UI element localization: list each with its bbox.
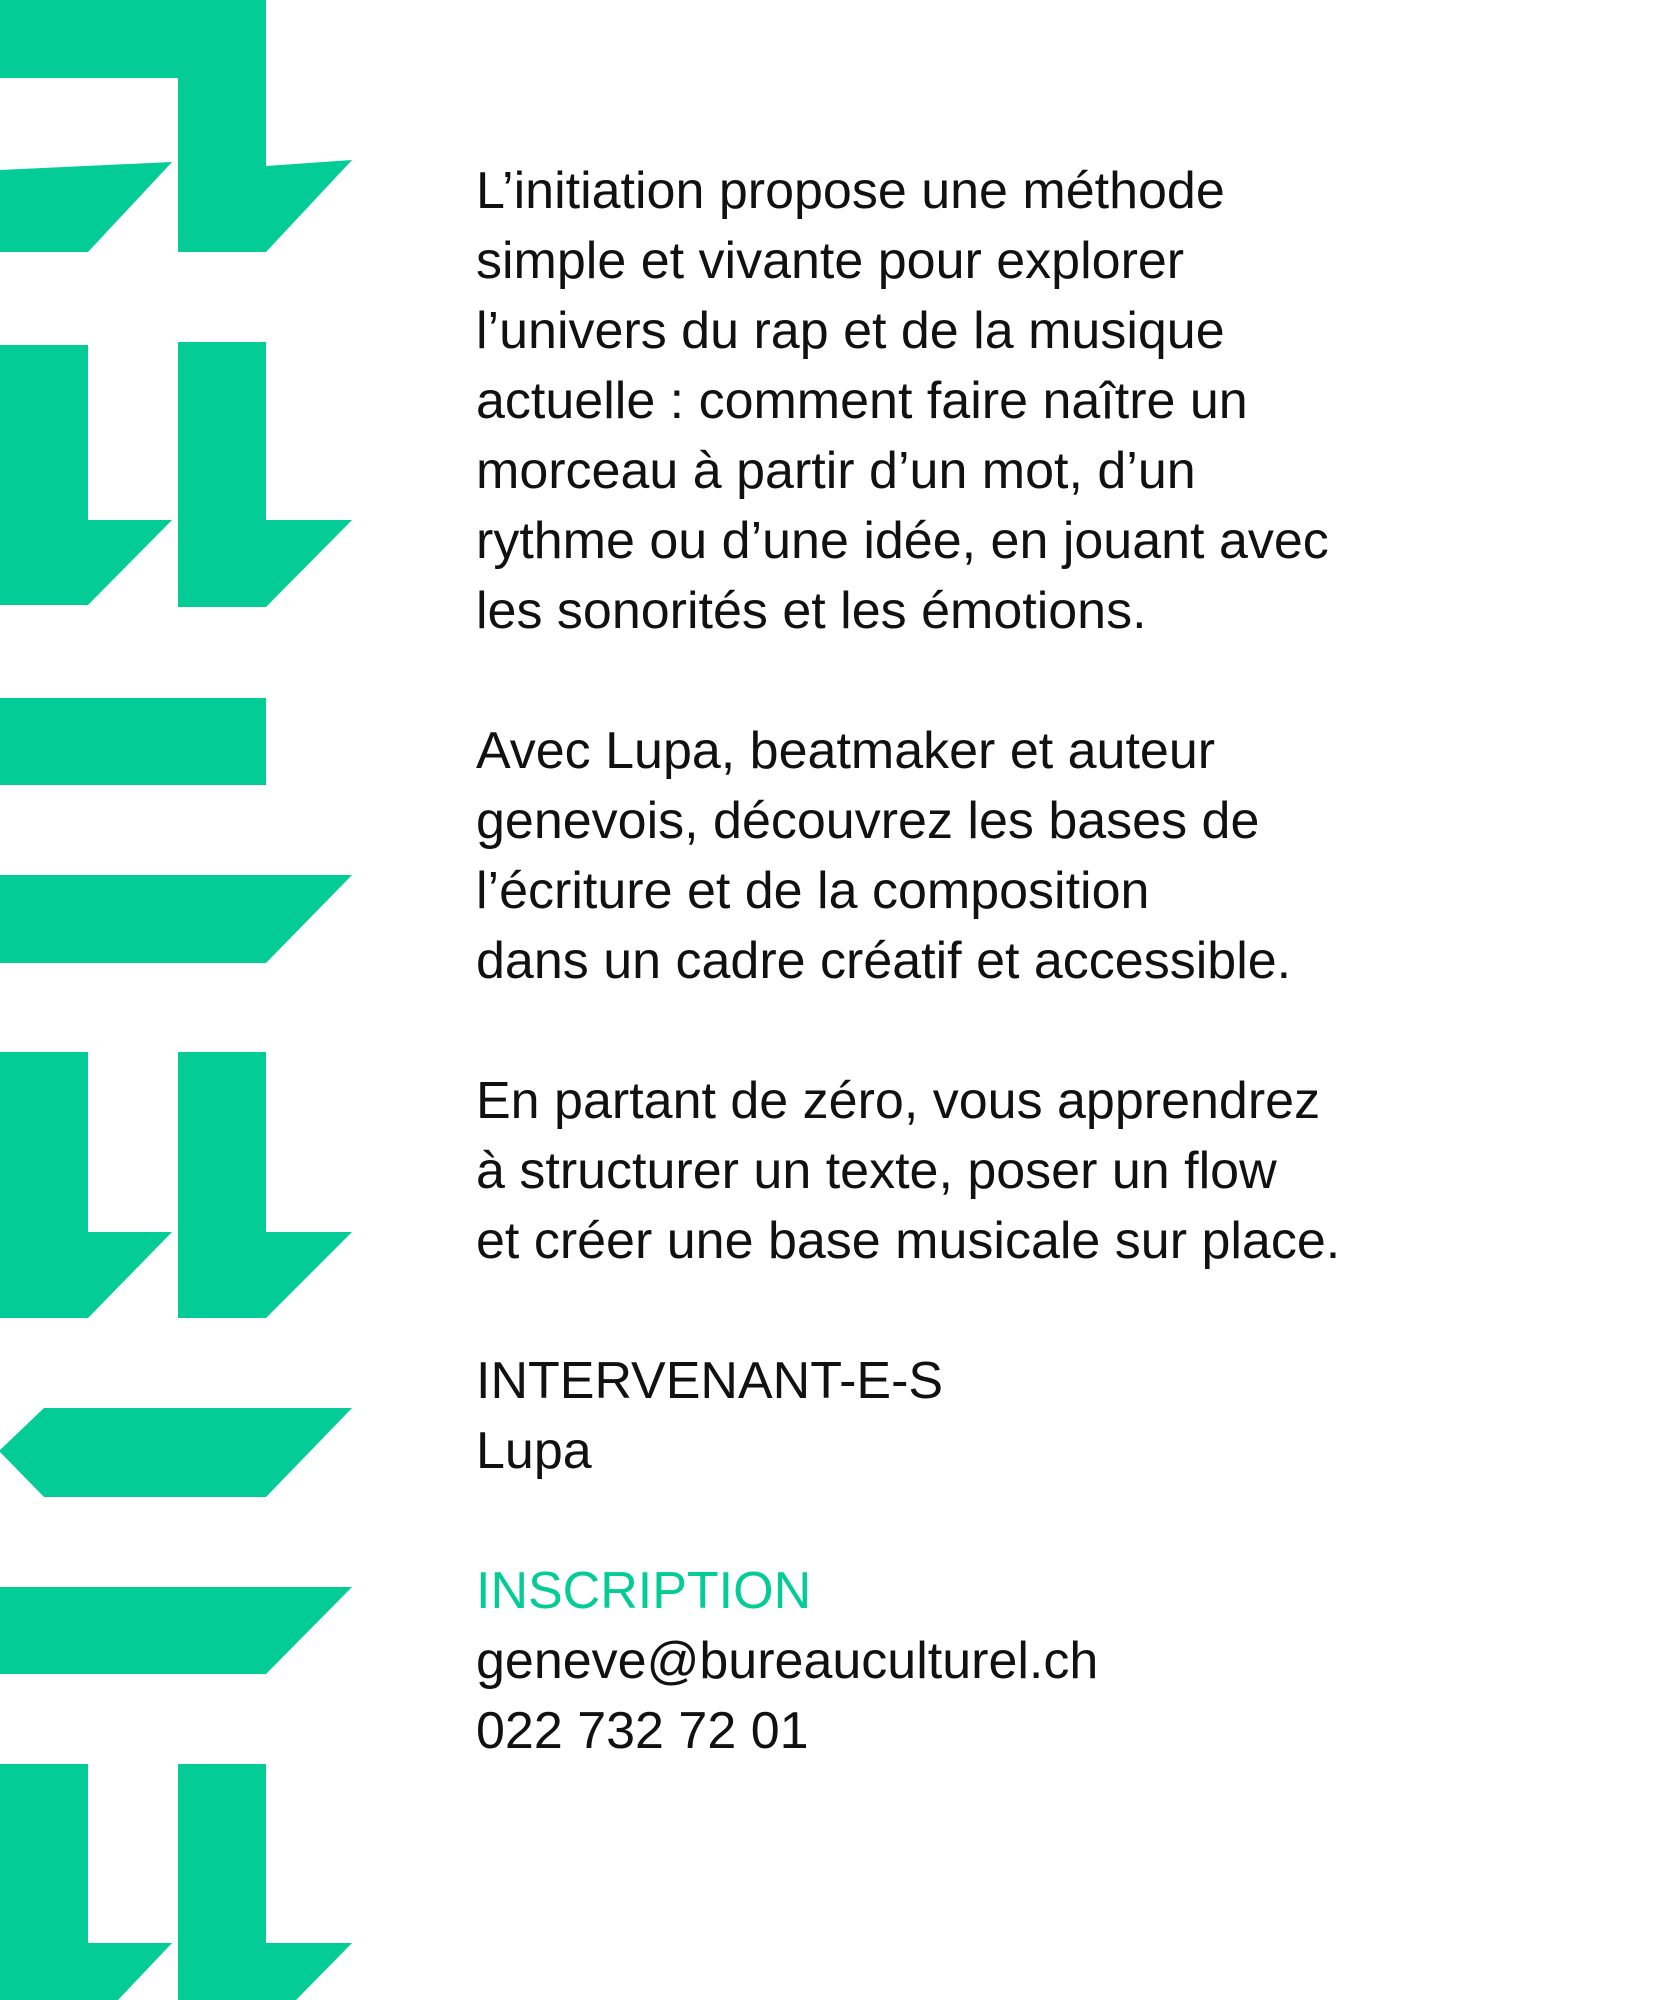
pattern-shape xyxy=(178,342,352,607)
text-line: les sonorités et les émotions. xyxy=(476,582,1147,640)
pattern-shape xyxy=(178,1764,352,2000)
pattern-shape xyxy=(0,698,266,785)
registration-email[interactable]: geneve@bureauculturel.ch xyxy=(476,1632,1099,1690)
pattern-shape xyxy=(0,345,172,605)
text-line: morceau à partir d’un mot, d’un xyxy=(476,442,1196,500)
description-paragraph-1 xyxy=(476,156,1616,646)
speaker-name: Lupa xyxy=(476,1422,592,1480)
registration-section xyxy=(476,1556,1616,1766)
text-line: l’univers du rap et de la musique xyxy=(476,302,1225,360)
pattern-shape xyxy=(0,875,352,963)
pattern-shape xyxy=(0,162,172,252)
green-geometric-pattern xyxy=(0,0,360,2000)
text-line: Avec Lupa, beatmaker et auteur xyxy=(476,722,1216,780)
text-line: dans un cadre créatif et accessible. xyxy=(476,932,1292,990)
text-line: actuelle : comment faire naître un xyxy=(476,372,1248,430)
pattern-shape xyxy=(178,1052,352,1318)
speakers-section xyxy=(476,1346,1616,1486)
registration-label: INSCRIPTION xyxy=(476,1562,812,1620)
pattern-shape xyxy=(0,1052,172,1318)
text-line: genevois, découvrez les bases de xyxy=(476,792,1260,850)
speakers-label: INTERVENANT-E-S xyxy=(476,1352,944,1410)
pattern-shape xyxy=(0,1587,352,1674)
main-content xyxy=(476,156,1616,1766)
text-line: simple et vivante pour explorer xyxy=(476,232,1185,290)
text-line: et créer une base musicale sur place. xyxy=(476,1212,1341,1270)
text-line: à structurer un texte, poser un flow xyxy=(476,1142,1277,1200)
text-line: rythme ou d’une idée, en jouant avec xyxy=(476,512,1329,570)
pattern-shape xyxy=(0,1408,352,1497)
text-line: L’initiation propose une méthode xyxy=(476,162,1225,220)
pattern-shape xyxy=(0,1764,172,2000)
text-line: l’écriture et de la composition xyxy=(476,862,1150,920)
registration-phone[interactable]: 022 732 72 01 xyxy=(476,1702,809,1760)
description-paragraph-3 xyxy=(476,1066,1616,1276)
text-line: En partant de zéro, vous apprendrez xyxy=(476,1072,1321,1130)
description-paragraph-2 xyxy=(476,716,1616,996)
